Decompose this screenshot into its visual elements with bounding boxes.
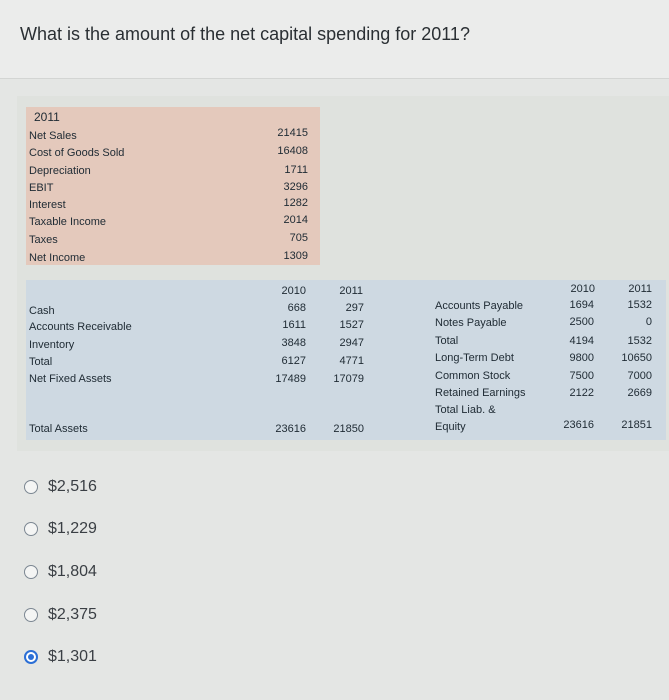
option-label: $2,375 bbox=[48, 606, 97, 623]
is-label-ebit: EBIT bbox=[29, 182, 54, 194]
is-value-cogs: 16408 bbox=[277, 145, 308, 157]
liab-year-2011: 2011 bbox=[628, 283, 652, 295]
bs-current-total-2010: 6127 bbox=[281, 355, 306, 367]
question-header bbox=[0, 0, 669, 79]
bs-inventory-2011: 2947 bbox=[339, 337, 364, 349]
bs-label-total-assets: Total Assets bbox=[29, 423, 88, 435]
is-value-interest: 1282 bbox=[283, 197, 308, 209]
is-value-net-income: 1309 bbox=[283, 250, 308, 262]
bs-label-current-liab-total: Total bbox=[435, 335, 459, 347]
is-value-depreciation: 1711 bbox=[284, 164, 308, 176]
bs-cl-total-2011: 1532 bbox=[627, 335, 652, 347]
is-value-taxable-income: 2014 bbox=[283, 214, 308, 226]
bs-cl-total-2010: 4194 bbox=[569, 335, 594, 347]
bs-np-2010: 2500 bbox=[569, 316, 594, 328]
bs-label-inventory: Inventory bbox=[29, 339, 75, 351]
bs-label-common-stock: Common Stock bbox=[435, 370, 511, 382]
bs-label-accounts-payable: Accounts Payable bbox=[435, 300, 524, 312]
is-label-interest: Interest bbox=[29, 199, 66, 211]
radio-button-icon[interactable] bbox=[24, 608, 38, 622]
radio-button-icon[interactable] bbox=[24, 522, 38, 536]
option-label: $1,804 bbox=[48, 563, 97, 580]
bs-total-liab-2011: 21851 bbox=[621, 419, 652, 431]
bs-nfa-2010: 17489 bbox=[275, 373, 306, 385]
option-3[interactable] bbox=[24, 563, 97, 581]
assets-year-2011: 2011 bbox=[339, 285, 363, 297]
bs-total-assets-2010: 23616 bbox=[275, 423, 306, 435]
is-value-net-sales: 21415 bbox=[277, 127, 308, 139]
bs-np-2011: 0 bbox=[645, 316, 652, 328]
income-year: 2011 bbox=[34, 110, 60, 124]
bs-total-liab-2010: 23616 bbox=[563, 419, 594, 431]
liab-year-2010: 2010 bbox=[570, 283, 595, 295]
bs-ar-2011: 1527 bbox=[339, 319, 364, 331]
option-label: $1,301 bbox=[48, 648, 97, 665]
is-label-net-sales: Net Sales bbox=[29, 130, 77, 142]
bs-ltd-2010: 9800 bbox=[569, 352, 594, 364]
assets-year-2010: 2010 bbox=[281, 285, 306, 297]
bs-re-2010: 2122 bbox=[569, 387, 594, 399]
is-label-taxable-income: Taxable Income bbox=[29, 216, 107, 228]
bs-label-long-term-debt: Long-Term Debt bbox=[435, 352, 514, 364]
bs-label-current-total: Total bbox=[29, 356, 53, 368]
is-label-cogs: Cost of Goods Sold bbox=[29, 147, 125, 159]
bs-label-accounts-receivable: Accounts Receivable bbox=[29, 321, 132, 333]
bs-total-assets-2011: 21850 bbox=[333, 423, 364, 435]
is-label-depreciation: Depreciation bbox=[29, 165, 91, 177]
option-1[interactable] bbox=[24, 478, 97, 496]
bs-label-net-fixed-assets: Net Fixed Assets bbox=[29, 373, 112, 385]
bs-cs-2011: 7000 bbox=[627, 370, 652, 382]
bs-cs-2010: 7500 bbox=[569, 370, 594, 382]
radio-button-selected-icon[interactable] bbox=[24, 650, 38, 664]
radio-button-icon[interactable] bbox=[24, 480, 38, 494]
option-label: $2,516 bbox=[48, 478, 97, 495]
question-text: What is the amount of the net capital spending for 2011? bbox=[20, 24, 470, 44]
option-2[interactable] bbox=[24, 520, 97, 538]
bs-nfa-2011: 17079 bbox=[333, 373, 364, 385]
bs-label-notes-payable: Notes Payable bbox=[435, 317, 507, 329]
option-4[interactable] bbox=[24, 606, 97, 624]
bs-ap-2010: 1694 bbox=[569, 299, 594, 311]
bs-label-total-liab-line1: Total Liab. & bbox=[435, 404, 496, 416]
bs-re-2011: 2669 bbox=[627, 387, 652, 399]
bs-label-retained-earnings: Retained Earnings bbox=[435, 387, 526, 399]
option-label: $1,229 bbox=[48, 520, 97, 537]
radio-button-icon[interactable] bbox=[24, 565, 38, 579]
is-value-taxes: 705 bbox=[289, 232, 308, 244]
is-label-taxes: Taxes bbox=[29, 234, 58, 246]
bs-label-cash: Cash bbox=[29, 305, 55, 317]
bs-ar-2010: 1611 bbox=[282, 319, 306, 331]
is-value-ebit: 3296 bbox=[283, 181, 308, 193]
bs-cash-2010: 668 bbox=[287, 302, 306, 314]
bs-current-total-2011: 4771 bbox=[339, 355, 364, 367]
is-label-net-income: Net Income bbox=[29, 252, 86, 264]
bs-inventory-2010: 3848 bbox=[281, 337, 306, 349]
bs-ltd-2011: 10650 bbox=[621, 352, 652, 364]
bs-cash-2011: 297 bbox=[345, 302, 364, 314]
bs-ap-2011: 1532 bbox=[627, 299, 652, 311]
bs-label-total-liab-line2: Equity bbox=[435, 421, 466, 433]
option-5[interactable] bbox=[24, 648, 97, 666]
